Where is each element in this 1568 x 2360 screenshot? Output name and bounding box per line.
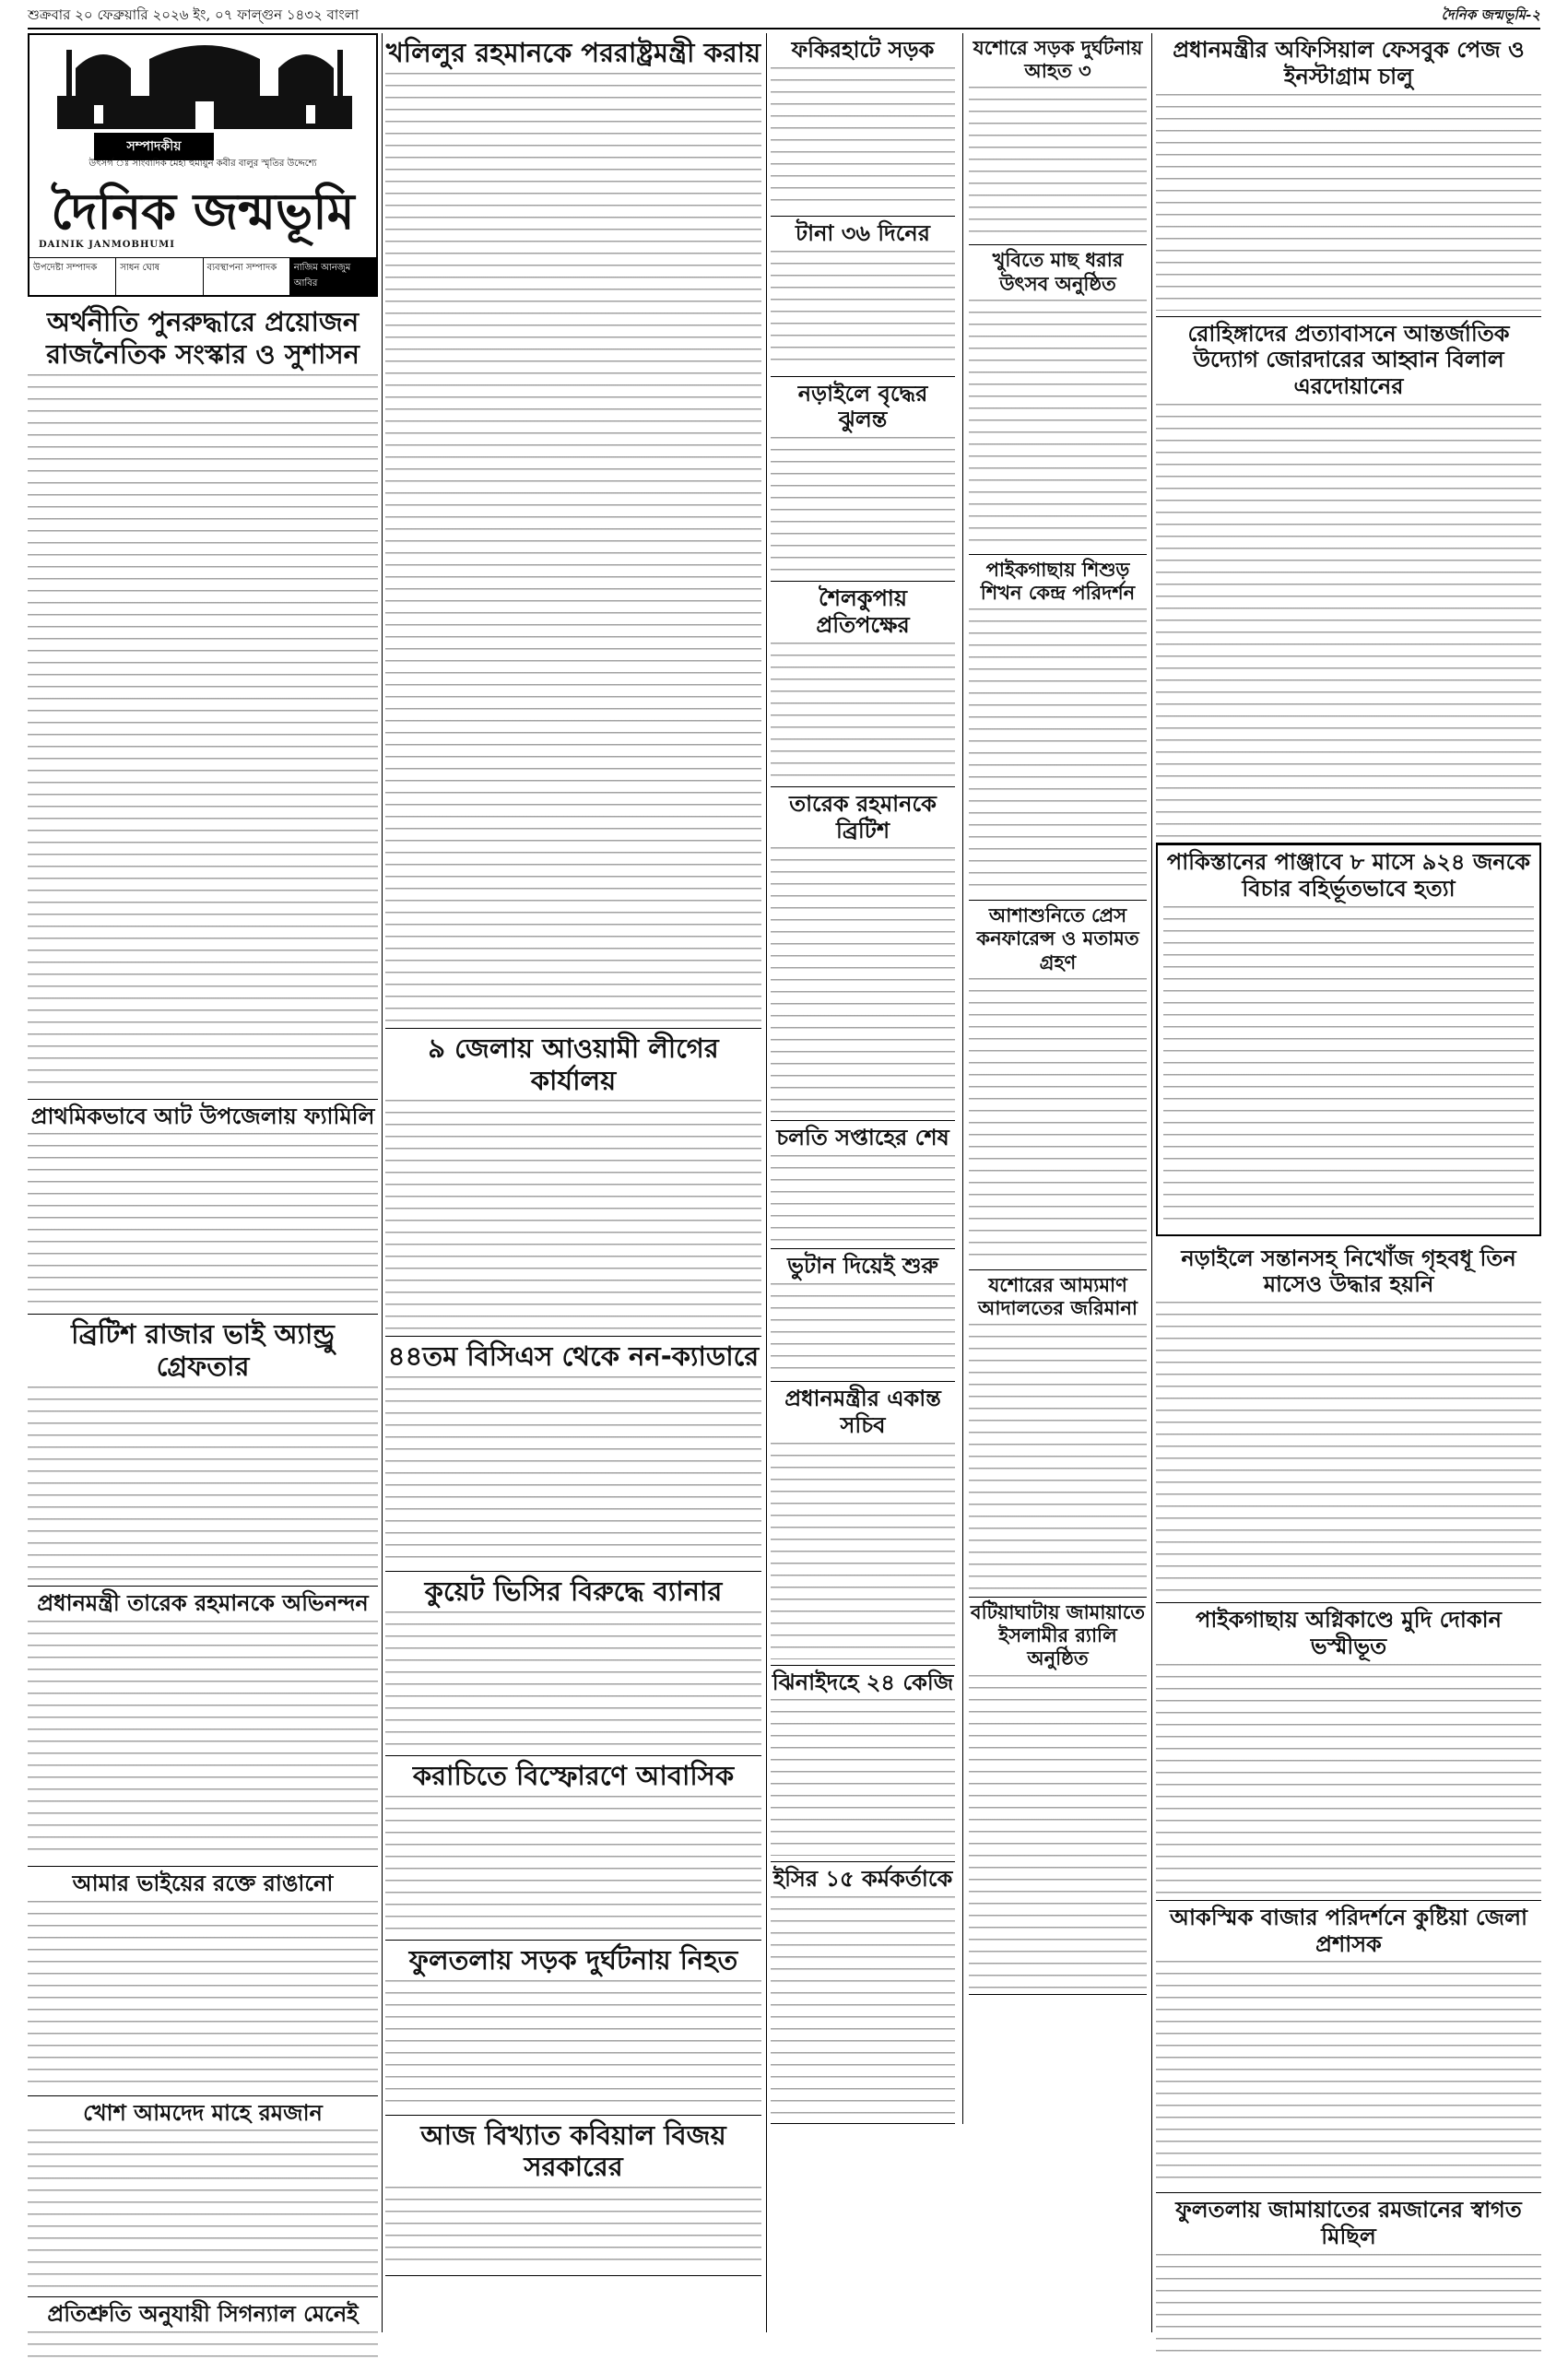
article-body-text — [1156, 94, 1541, 311]
news-article — [771, 1666, 955, 1863]
article-headline: প্রাথমিকভাবে আট উপজেলায় ফ্যামিলি — [30, 1103, 375, 1129]
news-article — [771, 217, 955, 377]
article-body-text — [771, 251, 955, 371]
news-article — [969, 33, 1147, 245]
article-headline: টানা ৩৬ দিনের — [796, 219, 930, 246]
article-body-text — [385, 1796, 761, 1934]
page-header — [28, 6, 1540, 30]
article-body-text — [1156, 2254, 1541, 2360]
article-headline: চলতি সপ্তাহের শেষ — [776, 1125, 949, 1151]
article-body-text — [771, 1896, 955, 2118]
article-body-text — [28, 374, 378, 1093]
role-name: সাধন ঘোষ — [116, 258, 203, 295]
news-article — [28, 1100, 378, 1316]
column-divider — [766, 33, 767, 2332]
newspaper-title: দৈনিক জন্মভূমি — [51, 183, 355, 241]
article-headline: কুয়েট ভিসির বিরুদ্ধে ব্যানার — [424, 1575, 723, 1608]
news-article — [969, 901, 1147, 1270]
news-article — [385, 1337, 761, 1572]
article-body-text — [1156, 1664, 1541, 1894]
column-3-right — [962, 33, 1147, 2124]
masthead — [28, 33, 378, 297]
article-body-text — [28, 1133, 378, 1308]
article-body-text — [1156, 1961, 1541, 2187]
article-body-text — [385, 73, 761, 1022]
dedication-note: উৎসর্গ ঃ সাংবাদিক মেহা হুমায়ুন কবীর বালুর স্মৃতির উদ্দেশ্যে — [88, 159, 317, 169]
article-headline: অর্থনীতি পুনরুদ্ধারে প্রয়োজন রাজনৈতিক সংস্কার ও সুশাসন — [46, 306, 360, 370]
article-body-text — [28, 2331, 378, 2360]
article-body-text — [771, 1699, 955, 1856]
mosque-temple-icon — [57, 41, 352, 129]
article-headline: আমার ভাইয়ের রক্তে রাঙানো — [72, 1870, 334, 1896]
article-headline: ৪৪তম বিসিএস থেকে নন-ক্যাডারে — [387, 1340, 760, 1373]
article-headline: তারেক রহমানকে ব্রিটিশ — [789, 790, 937, 844]
article-headline: খোশ আমদেদ মাহে রমজান — [83, 2099, 323, 2126]
article-headline: আশাশুনিতে প্রেস কনফারেন্স ও মতামত গ্রহণ — [976, 904, 1139, 974]
article-body-text — [969, 978, 1147, 1264]
news-article — [1156, 1242, 1541, 1604]
news-article — [28, 1315, 378, 1587]
news-article — [385, 1941, 761, 2116]
article-body-text — [771, 1155, 955, 1243]
news-article — [1156, 33, 1541, 317]
role-label: ব্যবস্থাপনা সম্পাদক — [204, 258, 290, 295]
news-article — [385, 1756, 761, 1941]
newspaper-subtitle: DAINIK JANMOBHUMI — [39, 240, 175, 250]
article-body-text — [385, 1980, 761, 2109]
article-body-text — [969, 87, 1147, 239]
news-article — [969, 245, 1147, 554]
news-article — [385, 1572, 761, 1756]
article-body-text — [969, 300, 1147, 549]
article-headline: আজ বিখ্যাত কবিয়াল বিজয় সরকারের — [420, 2118, 726, 2183]
news-article — [385, 33, 761, 1029]
article-headline: পাইকগাছায় অগ্নিকাণ্ডে মুদি দোকান ভস্মীভূত — [1196, 1607, 1502, 1659]
article-body-text — [969, 1675, 1147, 1988]
role-name: নাজিম আনজুম আবির — [290, 258, 376, 295]
article-headline: ইসির ১৫ কর্মকর্তাকে — [772, 1866, 953, 1893]
article-headline: প্রধানমন্ত্রী তারেক রহমানকে অভিনন্দন — [37, 1589, 369, 1616]
article-headline: আকস্মিক বাজার পরিদর্শনে কুষ্টিয়া জেলা প্রশাসক — [1170, 1904, 1527, 1957]
news-article — [1156, 2193, 1541, 2360]
news-article — [771, 582, 955, 787]
article-body-text — [969, 1324, 1147, 1591]
article-body-text — [771, 643, 955, 781]
column-divider — [1151, 33, 1152, 2332]
news-article — [771, 377, 955, 583]
article-headline: ফকিরহাটে সড়ক — [791, 37, 935, 63]
article-headline: ৯ জেলায় আওয়ামী লীগের কার্যালয় — [428, 1032, 719, 1096]
article-body-text — [385, 2187, 761, 2270]
article-body-text — [969, 608, 1147, 894]
article-body-text — [1156, 1302, 1541, 1597]
article-body-text — [1156, 404, 1541, 837]
news-article — [385, 1029, 761, 1338]
column-3 — [771, 33, 1147, 2124]
article-headline: খলিলুর রহমানকে পররাষ্ট্রমন্ত্রী করায় — [385, 37, 761, 68]
news-article — [771, 33, 955, 217]
news-article — [28, 2297, 378, 2360]
news-article — [28, 1587, 378, 1867]
article-body-text — [771, 1283, 955, 1375]
article-headline: ফুলতলায় জামায়াতের রমজানের স্বাগত মিছিল — [1175, 2197, 1522, 2250]
editorial-label: সম্পাদকীয় — [94, 133, 214, 160]
article-body-text — [28, 1386, 378, 1580]
article-headline: খুবিতে মাছ ধরার উৎসব অনুষ্ঠিত — [992, 249, 1124, 295]
news-article — [771, 1249, 955, 1382]
news-article — [1156, 844, 1541, 1236]
news-article — [28, 2096, 378, 2298]
article-headline: যশোরে সড়ক দুর্ঘটনায় আহত ৩ — [973, 37, 1143, 83]
column-2 — [385, 33, 761, 2276]
article-headline: প্রতিশ্রুতি অনুযায়ী সিগন্যাল মেনেই — [47, 2301, 359, 2328]
news-article — [771, 1382, 955, 1666]
article-headline: ফুলতলায় সড়ক দুর্ঘটনায় নিহত — [408, 1943, 738, 1976]
news-article — [969, 555, 1147, 901]
article-body-text — [771, 437, 955, 575]
article-headline: ভুটান দিয়েই শুরু — [787, 1253, 938, 1280]
news-article — [969, 1270, 1147, 1598]
article-headline: বটিয়াঘাটায় জামায়াতে ইসলামীর র‍্যালি অনুষ্ঠিত — [970, 1601, 1146, 1670]
article-body-text — [28, 2130, 378, 2291]
article-headline: ব্রিটিশ রাজার ভাই অ্যান্ড্রু গ্রেফতার — [71, 1318, 335, 1383]
news-article — [28, 1867, 378, 2096]
article-headline: নড়াইলে বৃদ্ধের ঝুলন্ত — [797, 380, 928, 433]
article-headline: যশোরের আম্যমাণ আদালতের জরিমানা — [977, 1273, 1138, 1319]
article-body-text — [385, 1100, 761, 1330]
article-headline: রোহিঙ্গাদের প্রত্যাবাসনে আন্তর্জাতিক উদ্যোগ জোরদারের আহ্বান বিলাল এরদোয়ানের — [1187, 320, 1510, 400]
article-body-text — [771, 1443, 955, 1659]
column-3-left — [771, 33, 955, 2124]
article-headline: করাচিতে বিস্ফোরণে আবাসিক — [412, 1759, 735, 1791]
header-page-label: দৈনিক জন্মভূমি-২ — [1441, 6, 1540, 23]
article-body-text — [385, 1611, 761, 1750]
header-date: শুক্রবার ২০ ফেব্রুয়ারি ২০২৬ ইং, ০৭ ফাল্গুন ১৪৩২ বাংলা — [28, 6, 360, 23]
article-headline: ঝিনাইদহে ২৪ কেজি — [772, 1669, 954, 1695]
article-body-text — [28, 1901, 378, 2090]
news-article — [771, 1121, 955, 1249]
article-headline: প্রধানমন্ত্রীর একান্ত সচিব — [784, 1385, 941, 1438]
news-article — [1156, 317, 1541, 844]
news-article — [385, 2116, 761, 2277]
news-article — [1156, 1901, 1541, 2194]
article-headline: শৈলকুপায় প্রতিপক্ষের — [816, 585, 910, 638]
article-headline: নড়াইলে সন্তানসহ নিখোঁজ গৃহবধূ তিন মাসেও উদ্ধার হয়নি — [1181, 1245, 1516, 1298]
column-divider — [382, 33, 383, 2332]
news-article — [1156, 1603, 1541, 1901]
news-article — [28, 302, 378, 1100]
article-body-text — [1163, 906, 1534, 1229]
staff-roles — [29, 257, 376, 295]
news-article — [771, 1862, 955, 2124]
article-body-text — [385, 1376, 761, 1565]
column-4 — [1156, 33, 1541, 2360]
article-body-text — [771, 67, 955, 210]
article-body-text — [771, 847, 955, 1115]
article-headline: পাইকগাছায় শিশুড় শিখন কেন্দ্র পরিদর্শন — [980, 558, 1136, 604]
article-body-text — [28, 1621, 378, 1860]
role-label: উপদেষ্টা সম্পাদক — [29, 258, 116, 295]
column-1 — [28, 33, 378, 2360]
news-article — [969, 1598, 1147, 1995]
article-headline: পাকিস্তানের পাঞ্জাবে ৮ মাসে ৯২৪ জনকে বিচার বহির্ভূতভাবে হত্যা — [1166, 848, 1531, 902]
article-headline: প্রধানমন্ত্রীর অফিসিয়াল ফেসবুক পেজ ও ইনস্টাগ্রাম চালু — [1173, 37, 1525, 89]
news-article — [771, 787, 955, 1122]
